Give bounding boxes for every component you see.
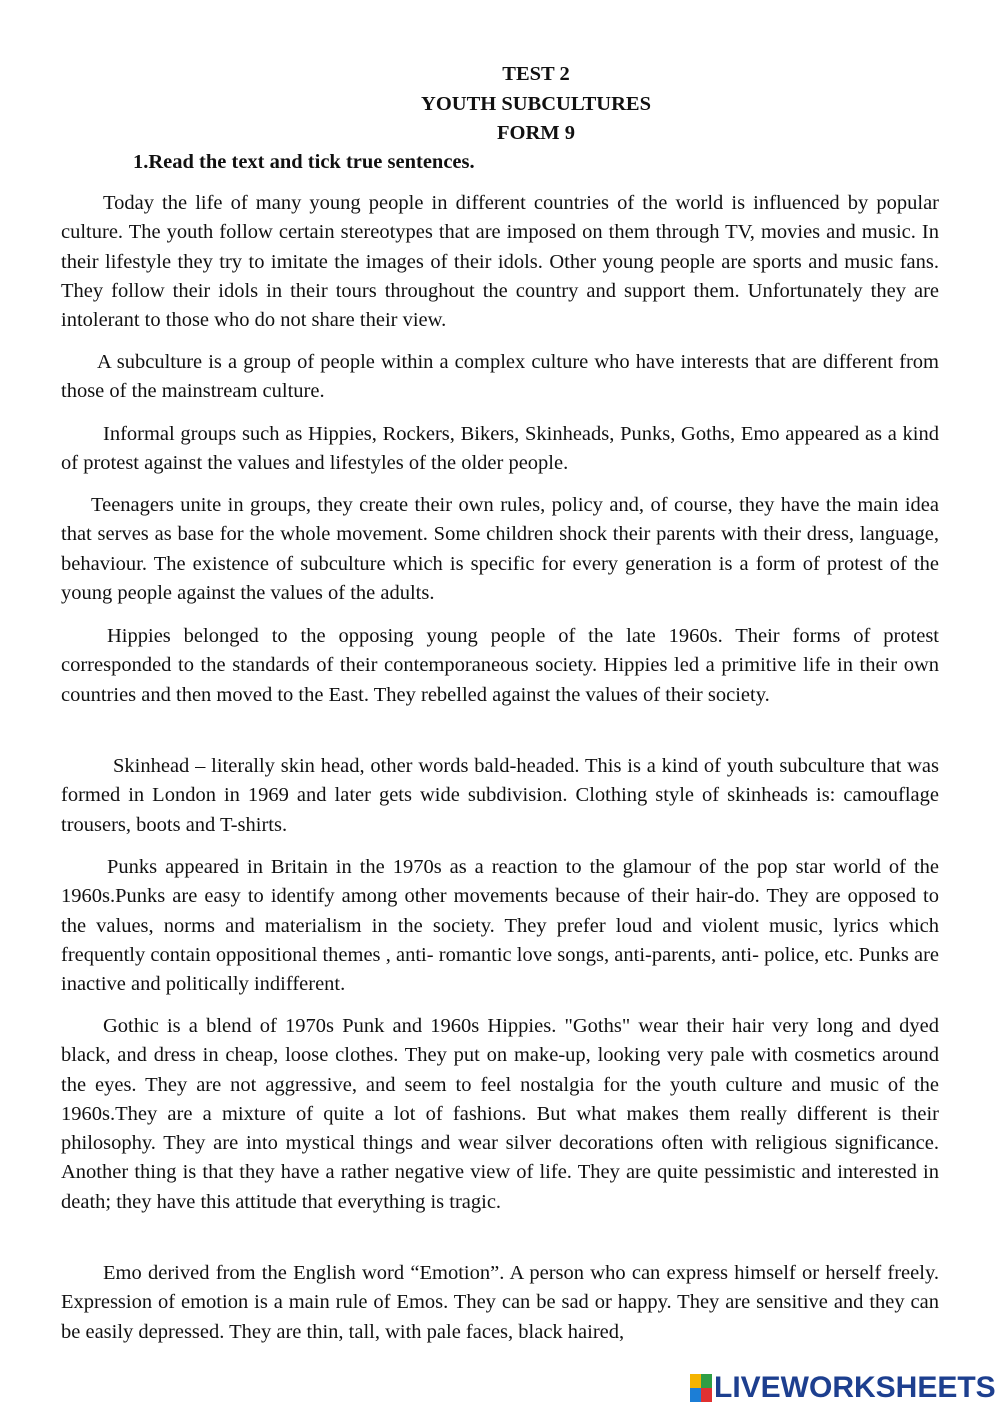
- paragraph-popular-culture: Today the life of many young people in different countries of the world is influenced by popular culture. The youth follow certain stereotypes that are imposed on them through TV, movies and music. In their lifestyle they try to imitate the images of their idols. Other young people are sports and music fans. They follow their idols in their tours throughout the country and support them. Unfortunately they are intolerant to those who do not share their view.: [61, 192, 939, 332]
- paragraph-informal-groups: Informal groups such as Hippies, Rockers, Bikers, Skinheads, Punks, Goths, Emo appeared as a kind of protest against the values and lifestyles of the older people.: [61, 423, 939, 475]
- test-title: TEST 2: [502, 63, 570, 85]
- topic-title: YOUTH SUBCULTURES: [421, 92, 651, 115]
- task-instruction: 1.Read the text and tick true sentences.: [133, 151, 475, 173]
- paragraph-hippies: Hippies belonged to the opposing young people of the late 1960s. Their forms of protest corresponded to the standards of their contemporaneous society. Hippies led a primitive life in their own countries and then moved to the East. They rebelled against the values of their society.: [61, 625, 939, 706]
- liveworksheets-watermark: [690, 1370, 996, 1406]
- watermark-text: LIVEWORKSHEETS: [714, 1371, 996, 1404]
- paragraph-teenagers: Teenagers unite in groups, they create their own rules, policy and, of course, they have the main idea that serves as base for the whole movement. Some children shock their parents with their dress, language, behaviour. The existence of subculture which is specific for every generation is a form of protest of the young people against the values of the adults.: [61, 494, 939, 604]
- form-title: FORM 9: [497, 122, 575, 144]
- paragraph-punks: Punks appeared in Britain in the 1970s as a reaction to the glamour of the pop star world of the 1960s.Punks are easy to identify among other movements because of their hair-do. They are opposed to the values, norms and materialism in the society. They prefer loud and violent music, lyrics which frequently contain oppositional themes , anti- romantic love songs, anti-parents, anti- police, etc. Punks are inactive and politically indifferent.: [61, 856, 939, 996]
- liveworksheets-logo-icon: [690, 1374, 712, 1402]
- paragraph-subculture-definition: A subculture is a group of people within a complex culture who have interests that are different from those of the mainstream culture.: [61, 351, 939, 403]
- paragraph-goths: Gothic is a blend of 1970s Punk and 1960s Hippies. "Goths" wear their hair very long and dyed black, and dress in cheap, loose clothes. They put on make-up, looking very pale with cosmetics around the eyes. They are not aggressive, and seem to feel nostalgia for the youth culture and music of the 1960s.They are a mixture of quite a lot of fashions. But what makes them really different is their philosophy. They are into mystical things and wear silver decorations often with religious significance. Another thing is that they have a rather negative view of life. They are quite pessimistic and interested in death; they have this attitude that everything is tragic.: [61, 1015, 939, 1213]
- paragraph-emo: Emo derived from the English word “Emotion”. A person who can express himself or herself freely. Expression of emotion is a main rule of Emos. They can be sad or happy. They are sensitive and they can be easily depressed. They are thin, tall, with pale faces, black haired,: [61, 1262, 939, 1343]
- paragraph-skinheads: Skinhead – literally skin head, other words bald-headed. This is a kind of youth subculture that was formed in London in 1969 and later gets wide subdivision. Clothing style of skinheads is: camouflage trousers, boots and T-shirts.: [61, 755, 939, 836]
